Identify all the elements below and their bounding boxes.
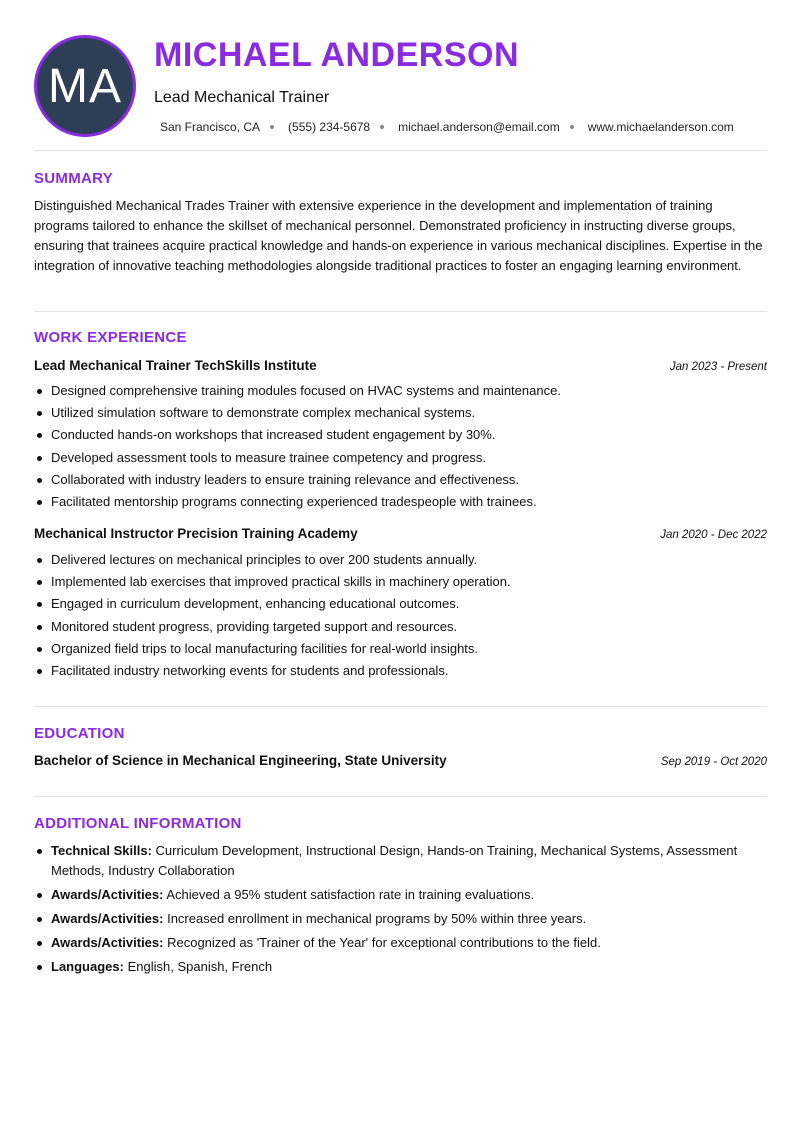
list-item: Delivered lectures on mechanical principles to over 200 students annually. xyxy=(34,550,767,572)
section-divider xyxy=(34,706,767,707)
list-item xyxy=(34,933,767,953)
avatar-initials: MA xyxy=(48,59,122,113)
separator-dot-icon xyxy=(380,125,384,129)
info-text: Curriculum Development, Instructional Design, Hands-on Training, Mechanical Systems, Assessment Methods, Industry Collaboration xyxy=(51,843,738,878)
additional-title: ADDITIONAL INFORMATION xyxy=(34,815,242,832)
education-date: Sep 2019 - Oct 2020 xyxy=(660,756,767,768)
job-bullet-list xyxy=(34,550,767,683)
info-text: Recognized as 'Trainer of the Year' for exceptional contributions to the field. xyxy=(167,935,601,950)
candidate-name: MICHAEL ANDERSON xyxy=(154,36,520,74)
info-label: Awards/Activities: xyxy=(51,911,164,926)
section-divider xyxy=(34,796,767,797)
degree-title: Bachelor of Science in Mechanical Engineering, State University xyxy=(34,753,447,768)
list-item: Conducted hands-on workshops that increased student engagement by 30%. xyxy=(34,425,767,447)
education-title: EDUCATION xyxy=(34,725,125,742)
list-item: Monitored student progress, providing targeted support and resources. xyxy=(34,617,767,639)
avatar xyxy=(34,35,136,137)
list-item: Facilitated mentorship programs connecting experienced tradespeople with trainees. xyxy=(34,492,767,514)
separator-dot-icon xyxy=(270,125,274,129)
job-bullet-list xyxy=(34,381,767,514)
contact-website[interactable]: www.michaelanderson.com xyxy=(587,120,734,134)
section-divider xyxy=(34,311,767,312)
contact-line xyxy=(160,120,734,134)
contact-email[interactable]: michael.anderson@email.com xyxy=(398,120,560,134)
info-text: Achieved a 95% student satisfaction rate in training evaluations. xyxy=(166,887,535,902)
job-title: Lead Mechanical Trainer TechSkills Institute xyxy=(34,358,317,373)
summary-text: Distinguished Mechanical Trades Trainer with extensive experience in the development and implementation of training programs tailored to enhance the skillset of mechanical personnel. Demonstrated proficiency in instructing diverse groups, ensuring that trainees acquire practical knowledge and hands-on experience in various mechanical disciplines. Expertise in the integration of innovative teaching methodologies alongside traditional practices to foster an engaging learning environment. xyxy=(34,198,763,273)
list-item: Implemented lab exercises that improved practical skills in machinery operation. xyxy=(34,572,767,594)
list-item xyxy=(34,909,767,929)
info-label: Awards/Activities: xyxy=(51,935,164,950)
list-item xyxy=(34,957,767,977)
list-item xyxy=(34,885,767,905)
list-item: Utilized simulation software to demonstrate complex mechanical systems. xyxy=(34,403,767,425)
list-item: Designed comprehensive training modules focused on HVAC systems and maintenance. xyxy=(34,381,767,403)
contact-phone[interactable]: (555) 234-5678 xyxy=(288,120,371,134)
job-header xyxy=(34,526,767,541)
job-title: Mechanical Instructor Precision Training Academy xyxy=(34,526,358,541)
list-item: Organized field trips to local manufacturing facilities for real-world insights. xyxy=(34,639,767,661)
education-entry xyxy=(34,753,767,768)
list-item: Facilitated industry networking events for students and professionals. xyxy=(34,661,767,683)
info-label: Technical Skills: xyxy=(51,843,152,858)
list-item xyxy=(34,841,767,881)
info-label: Awards/Activities: xyxy=(51,887,164,902)
candidate-role: Lead Mechanical Trainer xyxy=(154,89,330,106)
section-divider xyxy=(34,150,767,151)
list-item: Engaged in curriculum development, enhancing educational outcomes. xyxy=(34,594,767,616)
info-text: Increased enrollment in mechanical programs by 50% within three years. xyxy=(167,911,587,926)
experience-title: WORK EXPERIENCE xyxy=(34,329,187,346)
contact-location: San Francisco, CA xyxy=(160,120,261,134)
job-header xyxy=(34,358,767,373)
info-label: Languages: xyxy=(51,959,124,974)
job-date: Jan 2023 - Present xyxy=(669,361,767,373)
list-item: Collaborated with industry leaders to ensure training relevance and effectiveness. xyxy=(34,470,767,492)
separator-dot-icon xyxy=(570,125,574,129)
info-text: English, Spanish, French xyxy=(127,959,273,974)
summary-title: SUMMARY xyxy=(34,170,114,187)
list-item: Developed assessment tools to measure trainee competency and progress. xyxy=(34,448,767,470)
additional-info-list xyxy=(34,841,767,981)
job-date: Jan 2020 - Dec 2022 xyxy=(660,529,767,541)
